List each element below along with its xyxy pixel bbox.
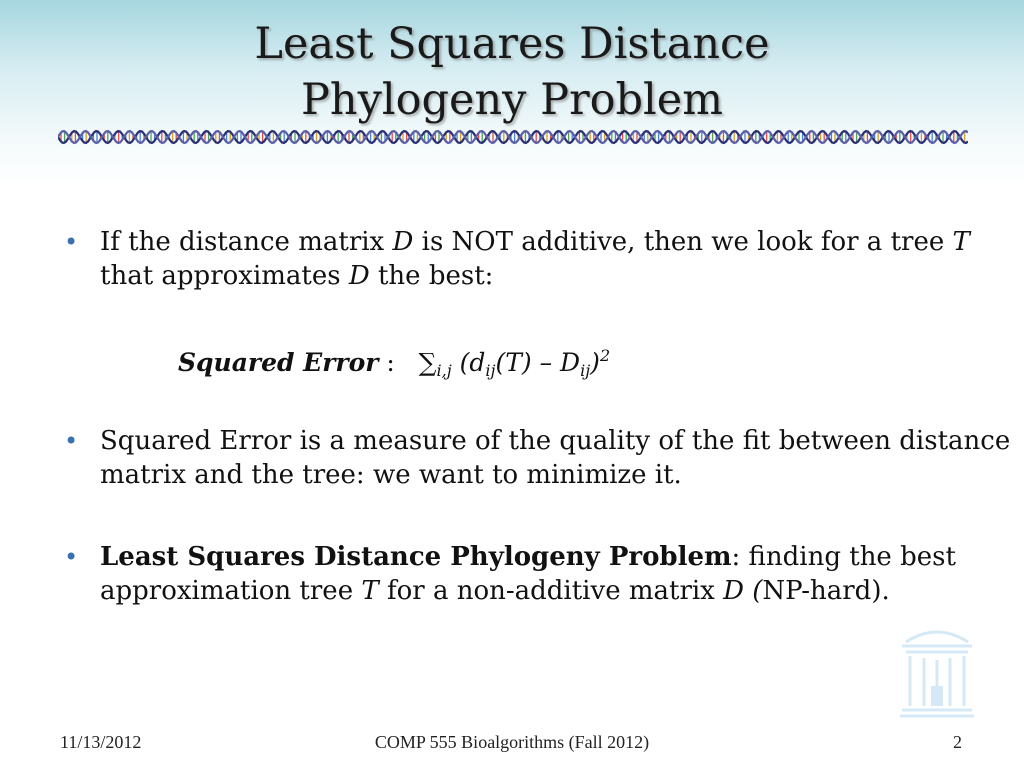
bullet-dot: • bbox=[64, 427, 79, 455]
bullet-2-text: Squared Error is a measure of the quality of the fit between distance matrix and the tree: we want to minimize it. bbox=[100, 426, 1011, 490]
text-run: NP-hard). bbox=[762, 576, 890, 606]
formula-part: (T) – D bbox=[495, 348, 581, 377]
d-subscript: ij bbox=[485, 361, 496, 380]
bullet-dot: • bbox=[64, 228, 79, 256]
slide-title-line1: Least Squares Distance bbox=[254, 19, 770, 69]
exponent: 2 bbox=[599, 346, 611, 365]
D-subscript: ij bbox=[580, 361, 591, 380]
text-run: for a non-additive matrix bbox=[378, 576, 724, 606]
bullet-dot: • bbox=[64, 543, 79, 571]
formula-part: (d bbox=[451, 348, 486, 377]
var-t: T bbox=[361, 576, 379, 606]
text-run: If the distance matrix bbox=[100, 227, 393, 257]
squared-error-formula bbox=[178, 339, 610, 388]
var-d: D bbox=[392, 227, 414, 257]
problem-name: Least Squares Distance Phylogeny Problem bbox=[100, 542, 732, 572]
old-well-logo-icon bbox=[898, 620, 976, 720]
var-t: T bbox=[952, 227, 970, 257]
dna-helix-divider-icon bbox=[58, 127, 968, 147]
bullet-item-1 bbox=[64, 225, 1015, 293]
bullet-item-3 bbox=[64, 540, 1015, 608]
formula-part: ) bbox=[590, 348, 600, 377]
bullet-item-2 bbox=[64, 424, 1015, 492]
slide-title-line2: Phylogeny Problem bbox=[300, 75, 724, 125]
text-run: that approximates bbox=[100, 261, 349, 291]
text-run: is NOT additive, then we look for a tree bbox=[413, 227, 953, 257]
footer-page-number: 2 bbox=[953, 732, 962, 752]
bullet-3-text bbox=[100, 542, 956, 606]
var-d: D ( bbox=[723, 576, 763, 606]
text-run: the best: bbox=[369, 261, 494, 291]
formula-colon: : bbox=[378, 348, 395, 377]
footer-date: 11/13/2012 bbox=[60, 732, 142, 752]
footer-course: COMP 555 Bioalgorithms (Fall 2012) bbox=[374, 732, 650, 752]
formula-label: Squared Error bbox=[178, 348, 379, 377]
text-run: : finding the best approximation tree bbox=[100, 542, 956, 606]
sum-symbol: ∑ bbox=[418, 348, 437, 377]
sum-subscript: i,j bbox=[436, 361, 452, 380]
bullet-1-text bbox=[100, 227, 970, 291]
var-d: D bbox=[348, 261, 370, 291]
slide-title bbox=[0, 16, 1024, 128]
